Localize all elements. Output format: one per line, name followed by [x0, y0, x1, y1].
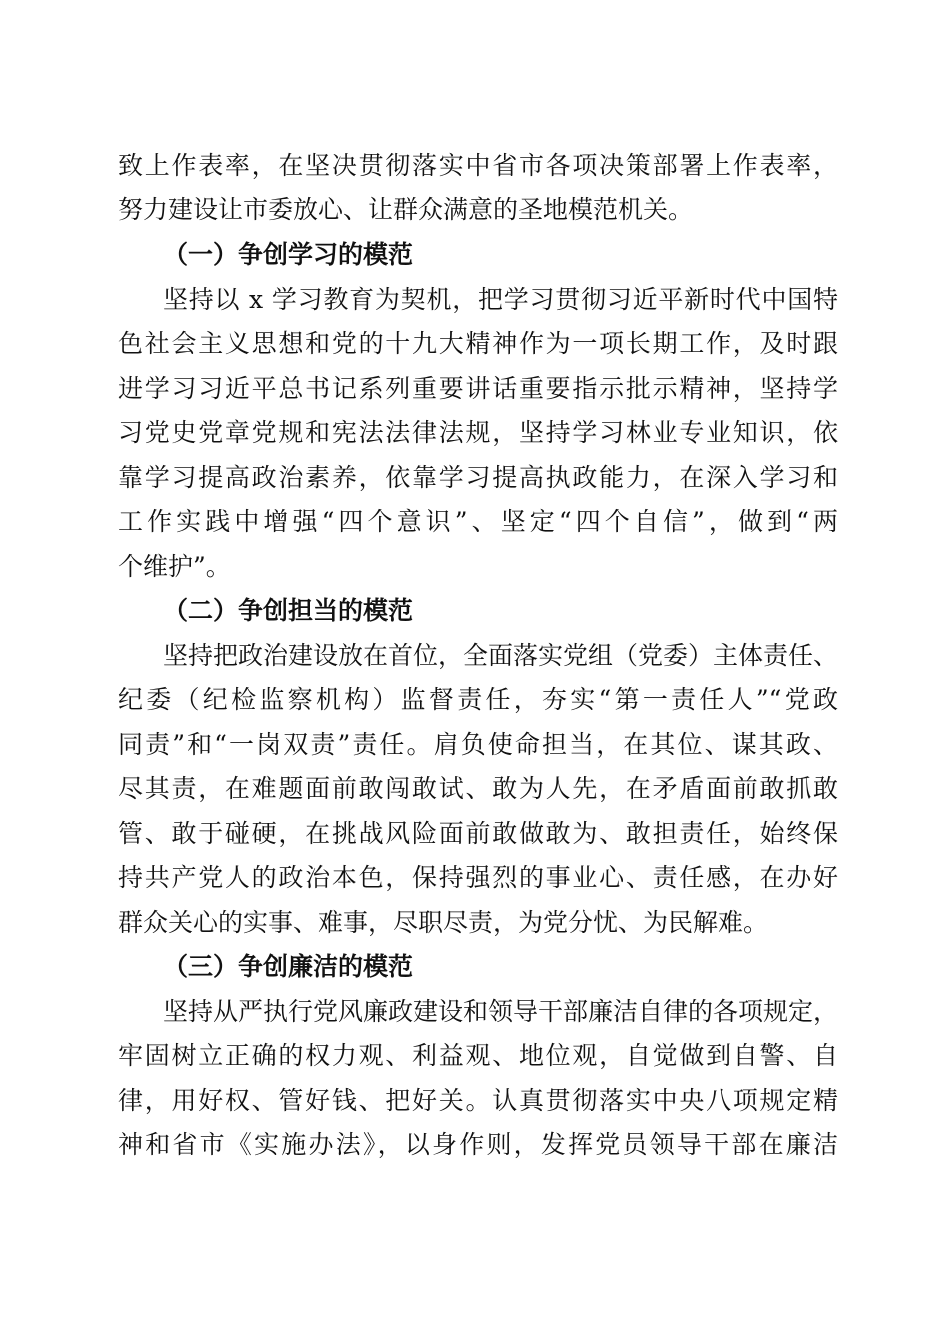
section-1-line-3: 进学习习近平总书记系列重要讲话重要指示批示精神，坚持学: [118, 374, 838, 403]
section-2-line-1: 坚持把政治建设放在首位，全面落实党组（党委）主体责任、: [163, 641, 839, 670]
section-2-line-6: 持共产党人的政治本色，保持强烈的事业心、责任感，在办好: [118, 863, 838, 892]
intro-line-2: 努力建设让市委放心、让群众满意的圣地模范机关。: [118, 195, 694, 224]
section-3-line-3: 律，用好权、管好钱、把好关。认真贯彻落实中央八项规定精: [118, 1086, 838, 1115]
section-3-line-2: 牢固树立正确的权力观、利益观、地位观，自觉做到自警、自: [118, 1041, 838, 1070]
section-2-heading: （二）争创担当的模范: [163, 596, 414, 625]
section-3-heading: （三）争创廉洁的模范: [163, 952, 414, 981]
section-1-line-5: 靠学习提高政治素养，依靠学习提高执政能力，在深入学习和: [118, 463, 838, 492]
section-1-line-2: 色社会主义思想和党的十九大精神作为一项长期工作，及时跟: [118, 329, 838, 358]
section-1-line-6: 工作实践中增强“四个意识”、坚定“四个自信”，做到“两: [118, 507, 838, 536]
section-2-line-5: 管、敢于碰硬，在挑战风险面前敢做敢为、敢担责任，始终保: [118, 819, 838, 848]
section-3-line-4: 神和省市《实施办法》，以身作则，发挥党员领导干部在廉洁: [118, 1130, 838, 1159]
section-2-line-3: 同责”和“一岗双责”责任。肩负使命担当，在其位、谋其政、: [118, 730, 838, 759]
section-2-line-4: 尽其责，在难题面前敢闯敢试、敢为人先，在矛盾面前敢抓敢: [118, 774, 838, 803]
section-1-line-7: 个维护”。: [118, 552, 231, 581]
intro-line-1: 致上作表率，在坚决贯彻落实中省市各项决策部署上作表率，: [118, 151, 838, 180]
section-1-line-1: 坚持以 x 学习教育为契机，把学习贯彻习近平新时代中国特: [163, 285, 838, 314]
section-2-line-7: 群众关心的实事、难事，尽职尽责，为党分忧、为民解难。: [118, 908, 769, 937]
section-1-line-4: 习党史党章党规和宪法法律法规，坚持学习林业专业知识，依: [118, 418, 838, 447]
section-3-line-1: 坚持从严执行党风廉政建设和领导干部廉洁自律的各项规定，: [163, 997, 839, 1026]
section-2-line-2: 纪委（纪检监察机构）监督责任，夯实“第一责任人”“党政: [118, 685, 838, 714]
section-1-heading: （一）争创学习的模范: [163, 240, 414, 269]
